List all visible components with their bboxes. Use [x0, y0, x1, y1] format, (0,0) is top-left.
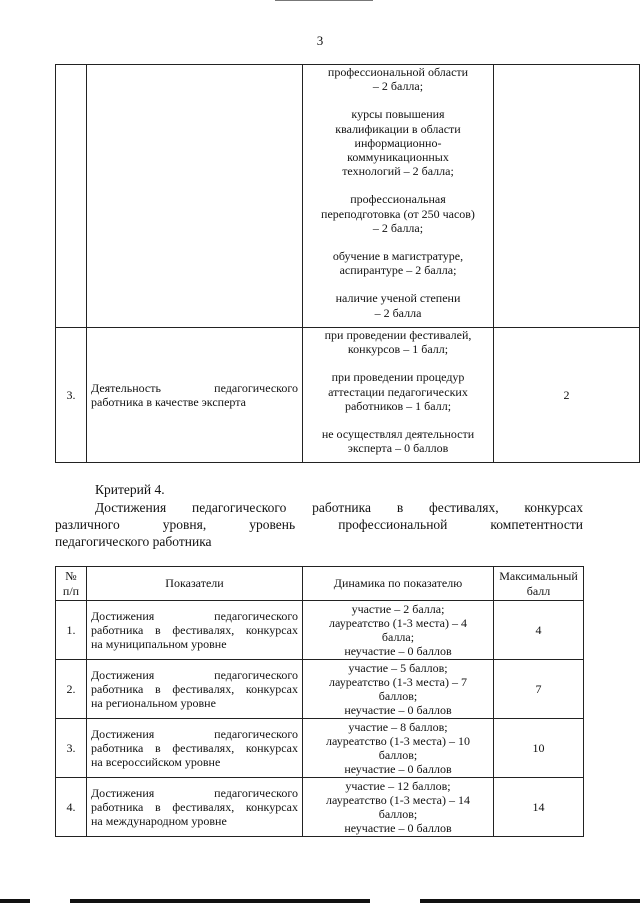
dynamics-line: коммуникационных — [347, 150, 449, 165]
dynamics-line — [307, 356, 489, 370]
row-number: 3. — [56, 719, 87, 778]
dynamics-cell — [303, 660, 494, 719]
dynamics-line — [307, 93, 489, 107]
dynamics-line: профессиональная — [350, 192, 446, 207]
dynamics-line — [307, 235, 489, 249]
indicator-cell — [87, 328, 303, 463]
criterion-4-table — [55, 566, 584, 837]
dynamics-line: технологий – 2 балла; — [342, 164, 454, 179]
table-row — [56, 601, 584, 660]
table-header-row — [56, 567, 584, 601]
indicator-cell — [87, 719, 303, 778]
header-indicator: Показатели — [87, 567, 303, 601]
dynamics-line: балла; — [381, 630, 415, 644]
indicator-text: работника в качестве эксперта — [91, 395, 246, 409]
max-score-cell — [494, 65, 640, 328]
indicator-text: Достижения педагогического — [91, 608, 298, 623]
dynamics-line: участие – 5 баллов; — [348, 660, 448, 675]
dynamics-line: участие – 8 баллов; — [348, 719, 448, 734]
header-dynamics: Динамика по показателю — [303, 567, 494, 601]
dynamics-line: наличие ученой степени — [335, 291, 461, 306]
header-max-score: Максимальный балл — [494, 567, 584, 601]
dynamics-line: профессиональной области — [327, 65, 469, 79]
dynamics-line: курсы повышения — [351, 107, 445, 122]
dynamics-cell — [303, 601, 494, 660]
dynamics-cell — [303, 65, 494, 328]
max-score: 10 — [494, 719, 584, 778]
row-number: 4. — [56, 778, 87, 837]
scan-edge-bar — [0, 896, 640, 905]
page-number: 3 — [316, 33, 324, 48]
dynamics-line: баллов; — [378, 748, 418, 762]
dynamics-cell — [303, 719, 494, 778]
dynamics-line: лауреатство (1-3 места) – 4 — [329, 615, 467, 630]
dynamics-line: – 2 балла; — [372, 79, 424, 94]
dynamics-line: аттестации педагогических — [328, 384, 468, 399]
table-row — [56, 660, 584, 719]
dynamics-line: обучение в магистратуре, — [332, 249, 464, 264]
indicator-text: на международном уровне — [91, 814, 227, 829]
dynamics-line: переподготовка (от 250 часов) — [321, 206, 475, 221]
dynamics-line: аспирантуре – 2 балла; — [339, 263, 457, 278]
dynamics-cell — [303, 778, 494, 837]
table-row — [56, 328, 640, 463]
dynamics-line: – 2 балла — [374, 305, 422, 320]
indicator-cell — [87, 65, 303, 328]
indicator-cell — [87, 601, 303, 660]
dynamics-line — [307, 277, 489, 291]
indicator-text: работника в фестивалях, конкурсах — [91, 799, 298, 814]
table-row — [56, 778, 584, 837]
indicator-text: на муниципальном уровне — [91, 637, 227, 652]
dynamics-line: лауреатство (1-3 места) – 14 — [326, 792, 470, 807]
dynamics-line: работников – 1 балл; — [344, 398, 452, 413]
table-row — [56, 719, 584, 778]
dynamics-line: лауреатство (1-3 места) – 10 — [326, 733, 470, 748]
criterion-line: Достижения педагогического работника в фестивалях, конкурсах — [95, 500, 583, 515]
dynamics-line — [307, 413, 489, 427]
indicator-text: работника в фестивалях, конкурсах — [91, 681, 298, 696]
row-number: 2. — [56, 660, 87, 719]
indicator-text: Достижения педагогического — [91, 785, 298, 800]
dynamics-line: – 2 балла; — [372, 220, 424, 235]
dynamics-line: баллов; — [378, 689, 418, 703]
max-score: 2 — [494, 328, 640, 463]
dynamics-line: квалификации в области — [335, 121, 461, 136]
dynamics-cell — [303, 328, 494, 463]
dynamics-line: неучастие – 0 баллов — [344, 821, 452, 836]
indicator-text: Достижения педагогического — [91, 667, 298, 682]
indicator-text: работника в фестивалях, конкурсах — [91, 622, 298, 637]
dynamics-line: баллов; — [378, 807, 418, 821]
max-score: 7 — [494, 660, 584, 719]
dynamics-line: неучастие – 0 баллов — [344, 762, 452, 777]
indicator-cell — [87, 660, 303, 719]
indicator-text: работника в фестивалях, конкурсах — [91, 740, 298, 755]
indicator-text: Деятельность педагогического — [91, 380, 298, 395]
criteria-table-continued — [55, 64, 640, 463]
dynamics-line: участие – 2 балла; — [351, 601, 445, 616]
dynamics-line: при проведении фестивалей, — [324, 328, 472, 342]
indicator-cell — [87, 778, 303, 837]
dynamics-line: участие – 12 баллов; — [345, 778, 451, 793]
indicator-text: на региональном уровне — [91, 696, 216, 711]
dynamics-line — [307, 178, 489, 192]
dynamics-line: при проведении процедур — [331, 370, 465, 385]
indicator-text: на всероссийском уровне — [91, 755, 221, 770]
criterion-description — [55, 499, 583, 550]
dynamics-line: неучастие – 0 баллов — [344, 644, 452, 659]
indicator-text: Достижения педагогического — [91, 726, 298, 741]
dynamics-line: лауреатство (1-3 места) – 7 — [329, 674, 467, 689]
criterion-title: Критерий 4. — [95, 482, 165, 497]
num-cell — [56, 65, 87, 328]
dynamics-line: неучастие – 0 баллов — [344, 703, 452, 718]
header-num: № п/п — [56, 567, 87, 601]
dynamics-line: информационно- — [354, 135, 442, 150]
top-scan-line — [275, 0, 373, 1]
criterion-line: различного уровня, уровень профессиональной компетентности — [55, 517, 583, 532]
row-number: 3. — [56, 328, 87, 463]
dynamics-line: конкурсов – 1 балл; — [347, 342, 449, 357]
dynamics-line: не осуществлял деятельности — [321, 427, 475, 442]
table-row-continued — [56, 65, 640, 328]
criterion-line: педагогического работника — [55, 534, 212, 549]
max-score: 14 — [494, 778, 584, 837]
row-number: 1. — [56, 601, 87, 660]
dynamics-line: эксперта – 0 баллов — [347, 441, 449, 456]
max-score: 4 — [494, 601, 584, 660]
